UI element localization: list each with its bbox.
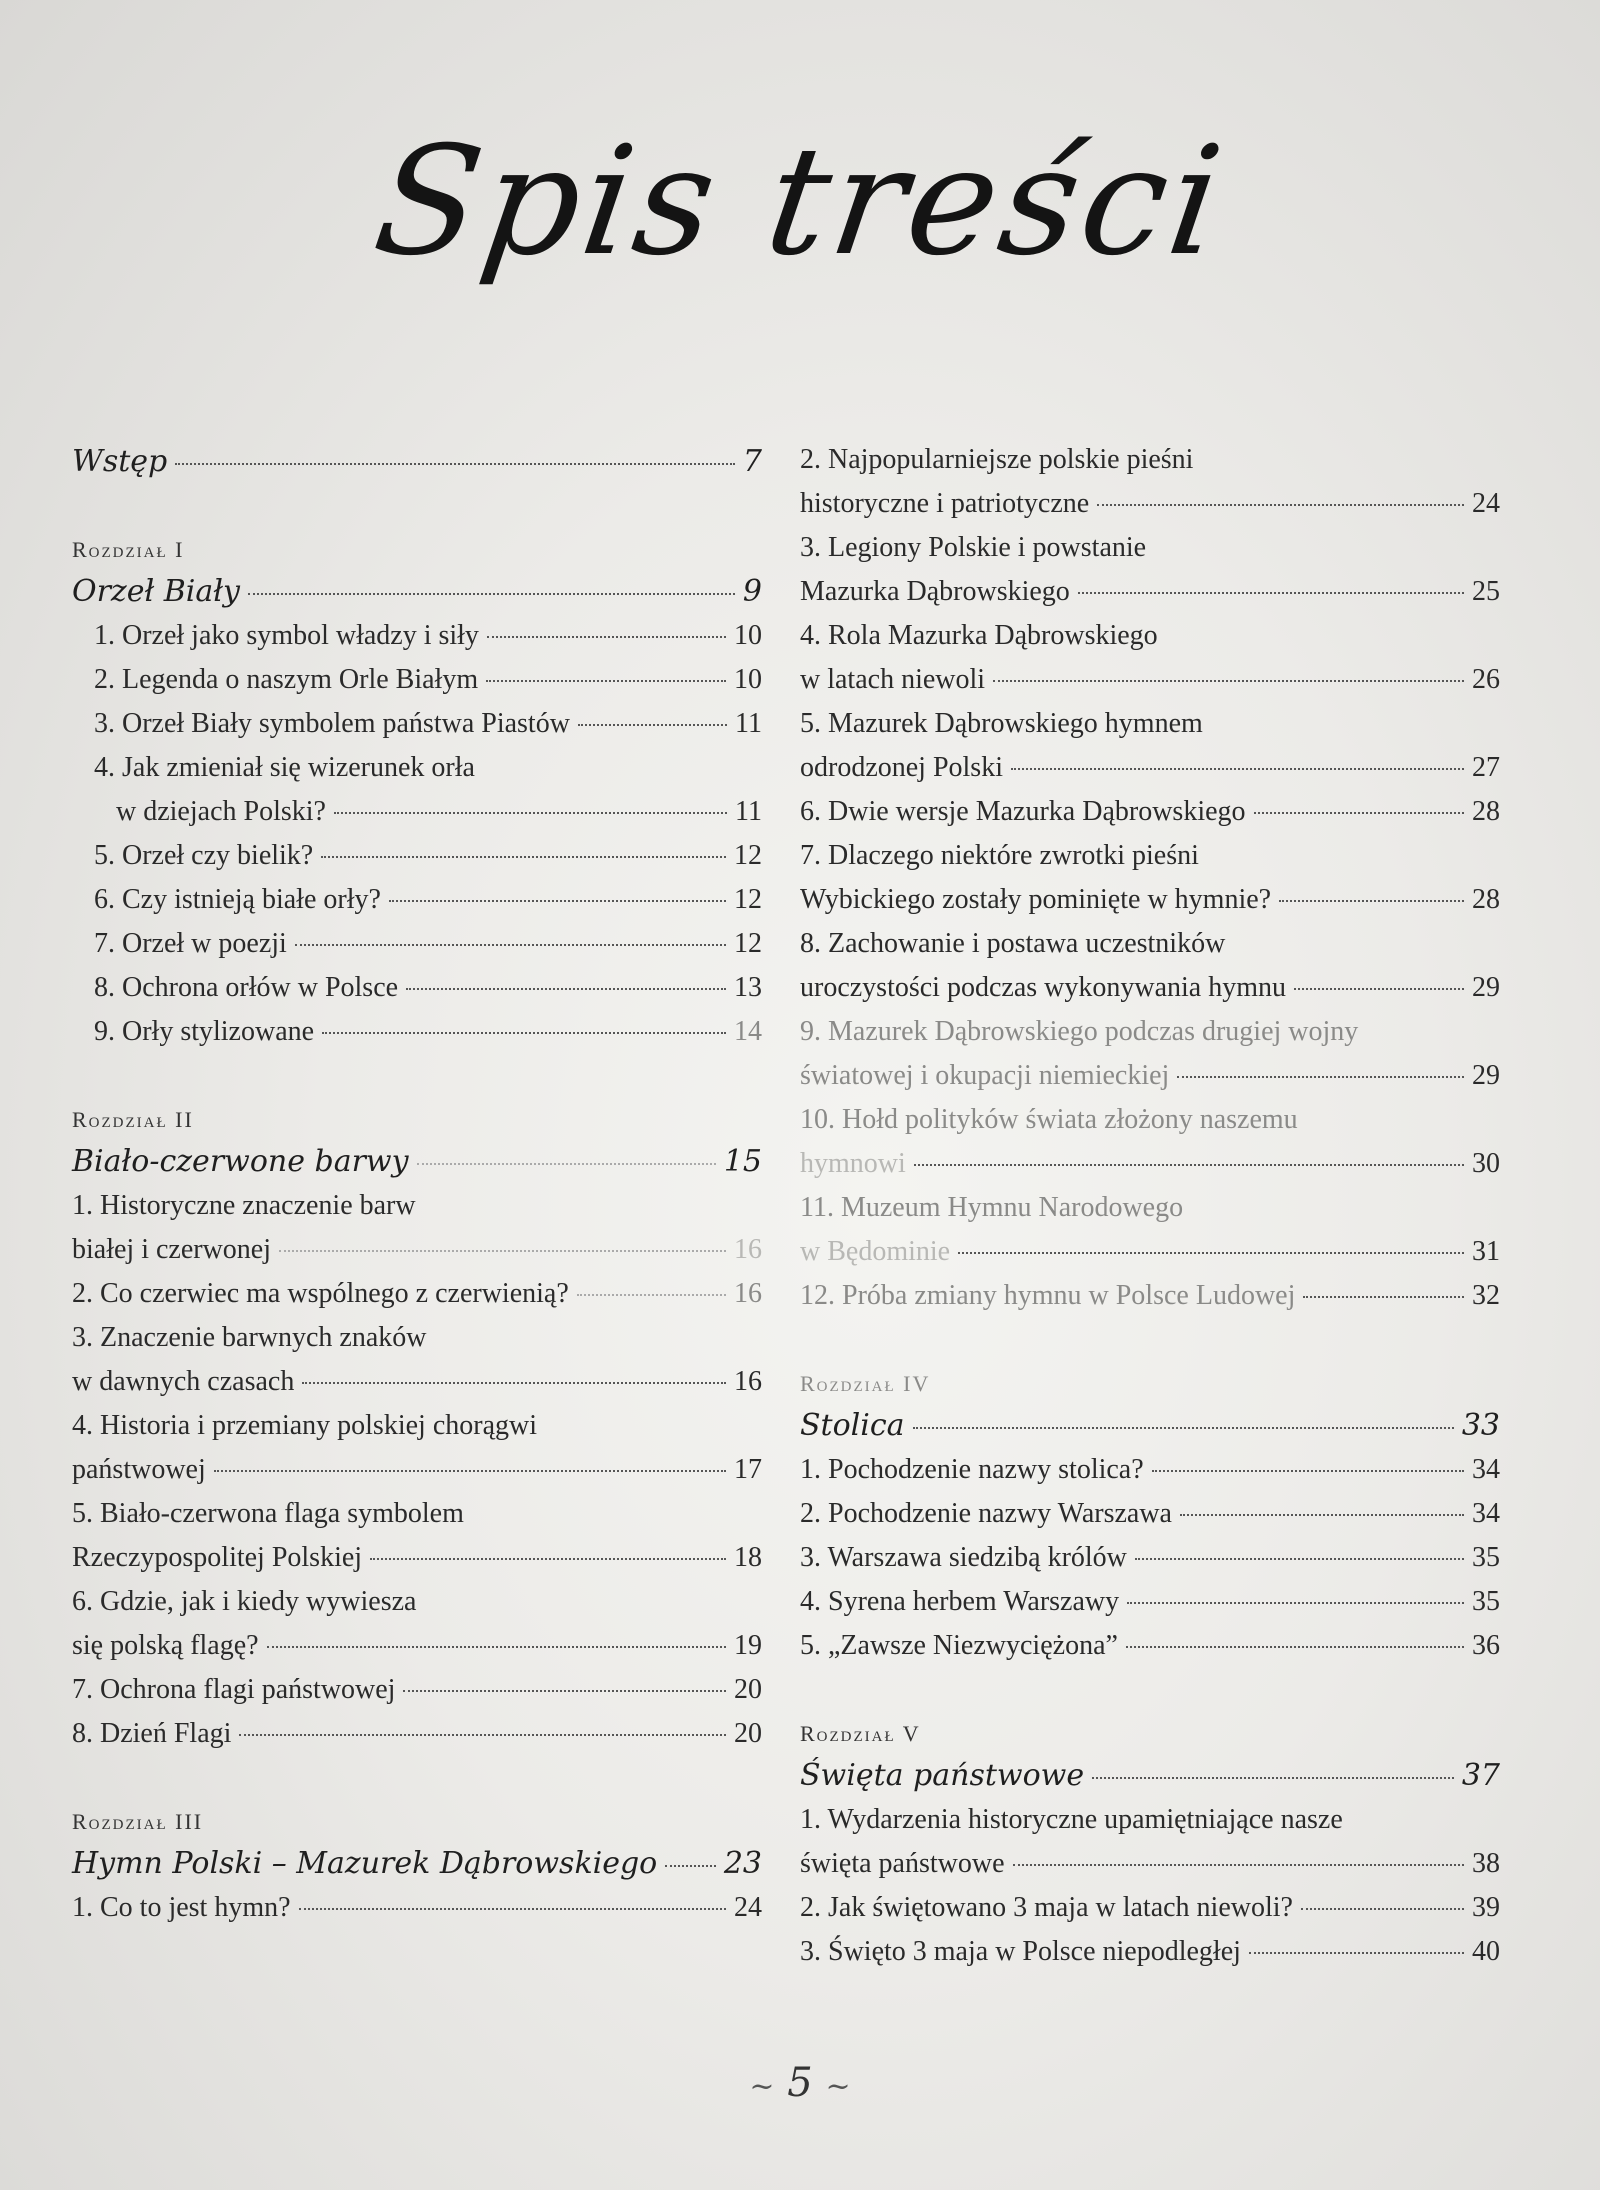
toc-page-number: 37 (1461, 1758, 1500, 1793)
dot-leader (417, 1163, 716, 1165)
toc-page-number: 35 (1472, 1542, 1500, 1573)
toc-page-number: 36 (1472, 1630, 1500, 1661)
toc-entry (94, 834, 762, 878)
toc-entry (94, 702, 762, 746)
toc-page-number: 28 (1472, 796, 1500, 827)
toc-page-number: 10 (734, 620, 762, 651)
dot-leader (1127, 1602, 1464, 1604)
toc-entry-title: 6. Dwie wersje Mazurka Dąbrowskiego (800, 796, 1246, 827)
toc-entry (800, 746, 1500, 790)
chapter-label: Rozdział III (72, 1809, 204, 1834)
toc-entry-title: 7. Ochrona flagi państwowej (72, 1674, 396, 1705)
toc-page-number: 17 (734, 1454, 762, 1485)
toc-entry-line1: 3. Legiony Polskie i powstanie (800, 532, 1147, 563)
toc-entry-title: 6. Czy istnieją białe orły? (94, 884, 381, 915)
dot-leader (334, 812, 727, 814)
toc-entry (72, 1448, 762, 1492)
dot-leader (958, 1252, 1464, 1254)
toc-entry (800, 482, 1500, 526)
toc-page-number: 11 (735, 796, 762, 827)
chapter-title-text: Święta państwowe (800, 1758, 1085, 1793)
toc-page-number: 14 (734, 1016, 762, 1047)
toc-page-number: 38 (1472, 1848, 1500, 1879)
dot-leader (914, 1164, 1464, 1166)
toc-entry-title: w dziejach Polski? (116, 796, 326, 827)
toc-entry-title: światowej i okupacji niemieckiej (800, 1060, 1170, 1091)
chapter-items (800, 438, 1500, 1318)
dot-leader (993, 680, 1464, 682)
toc-entry-line1: 7. Dlaczego niektóre zwrotki pieśni (800, 840, 1199, 871)
toc-entry-line1: 5. Mazurek Dąbrowskiego hymnem (800, 708, 1203, 739)
toc-entry-title: odrodzonej Polski (800, 752, 1003, 783)
toc-entry (800, 1886, 1500, 1930)
chapter-title-text: Stolica (800, 1408, 905, 1443)
toc-entry (800, 658, 1500, 702)
toc-page-number: 12 (734, 840, 762, 871)
dot-leader (1135, 1558, 1464, 1560)
toc-entry-title: 7. Orzeł w poezji (94, 928, 287, 959)
toc-page-number: 24 (734, 1892, 762, 1923)
toc-entry (72, 1272, 762, 1316)
dot-leader (370, 1558, 726, 1560)
toc-page-number: 39 (1472, 1892, 1500, 1923)
spacer (72, 1756, 762, 1802)
dot-leader (1294, 988, 1464, 990)
spacer (800, 1668, 1500, 1714)
dot-leader (665, 1865, 716, 1867)
toc-entry-title: 5. Orzeł czy bielik? (94, 840, 314, 871)
dot-leader (1177, 1076, 1464, 1078)
dot-leader (214, 1470, 726, 1472)
toc-entry (94, 1010, 762, 1054)
toc-entry-line1: 11. Muzeum Hymnu Narodowego (800, 1192, 1184, 1223)
toc-entry-title: hymnowi (800, 1148, 906, 1179)
dot-leader (248, 593, 735, 595)
dot-leader (406, 988, 726, 990)
toc-entry-title: 2. Co czerwiec ma wspólnego z czerwienią? (72, 1278, 569, 1309)
toc-page-number: 18 (734, 1542, 762, 1573)
chapter-title (800, 1404, 1500, 1448)
toc-page-number: 34 (1472, 1498, 1500, 1529)
dot-leader (1011, 768, 1464, 770)
toc-entry-title: 4. Syrena herbem Warszawy (800, 1586, 1120, 1617)
dot-leader (295, 944, 726, 946)
toc-entry-title: 1. Co to jest hymn? (72, 1892, 291, 1923)
dot-leader (577, 1294, 726, 1296)
toc-entry-title: 3. Orzeł Biały symbolem państwa Piastów (94, 708, 570, 739)
dot-leader (1301, 1908, 1464, 1910)
dot-leader (1013, 1864, 1464, 1866)
toc-page-number: 29 (1472, 972, 1500, 1003)
chapter-title-text: Biało-czerwone barwy (72, 1144, 409, 1179)
toc-page-number: 30 (1472, 1148, 1500, 1179)
toc-entry (72, 1536, 762, 1580)
dot-leader (486, 680, 726, 682)
dot-leader (302, 1382, 726, 1384)
chapter-title (72, 570, 762, 614)
toc-entry-title: w latach niewoli (800, 664, 986, 695)
toc-entry-title: 8. Ochrona orłów w Polsce (94, 972, 399, 1003)
dot-leader (389, 900, 726, 902)
ornament-right-icon: ~ (825, 2069, 851, 2104)
toc-page-number: 35 (1472, 1586, 1500, 1617)
page-footer (0, 2060, 1600, 2106)
toc-entry (72, 1712, 762, 1756)
toc-entry (800, 1448, 1500, 1492)
toc-page-number: 11 (735, 708, 762, 739)
toc-entry (800, 1492, 1500, 1536)
dot-leader (1097, 504, 1464, 506)
chapter-items (72, 614, 762, 1054)
toc-entry (800, 1536, 1500, 1580)
chapter-items (800, 1448, 1500, 1668)
dot-leader (1152, 1470, 1464, 1472)
toc-left-column (72, 440, 762, 1930)
dot-leader (1249, 1952, 1464, 1954)
toc-entry-line1: 4. Historia i przemiany polskiej chorągwi (72, 1410, 537, 1441)
toc-page-number: 25 (1472, 576, 1500, 607)
toc-entry-line1: 6. Gdzie, jak i kiedy wywiesza (72, 1586, 417, 1617)
toc-entry-title: 2. Legenda o naszym Orle Białym (94, 664, 479, 695)
dot-leader (267, 1646, 726, 1648)
chapter-label: Rozdział II (72, 1107, 194, 1132)
toc-page-number: 28 (1472, 884, 1500, 915)
toc-entry-line1: 3. Znaczenie barwnych znaków (72, 1322, 427, 1353)
dot-leader (239, 1734, 726, 1736)
dot-leader (279, 1250, 726, 1252)
toc-page-number: 16 (734, 1278, 762, 1309)
toc-page-number: 12 (734, 928, 762, 959)
toc-entry (800, 1230, 1500, 1274)
toc-entry (800, 1930, 1500, 1974)
toc-page-number: 19 (734, 1630, 762, 1661)
toc-page-number: 12 (734, 884, 762, 915)
chapter-label: Rozdział I (72, 537, 185, 562)
dot-leader (1279, 900, 1464, 902)
toc-entry-title: 5. „Zawsze Niezwyciężona” (800, 1630, 1118, 1661)
toc-entry (800, 1274, 1500, 1318)
toc-page-number: 10 (734, 664, 762, 695)
toc-entry-line1: 2. Najpopularniejsze polskie pieśni (800, 444, 1194, 475)
chapter-title-text: Orzeł Biały (72, 574, 240, 609)
dot-leader (299, 1908, 726, 1910)
chapter-items (72, 1184, 762, 1756)
toc-entry-title: uroczystości podczas wykonywania hymnu (800, 972, 1286, 1003)
toc-entry (94, 614, 762, 658)
toc-page-number: 33 (1461, 1408, 1500, 1443)
chapter-title (72, 1842, 762, 1886)
toc-page-number: 15 (723, 1144, 762, 1179)
dot-leader (1254, 812, 1464, 814)
toc-page-number: 27 (1472, 752, 1500, 783)
toc-entry (94, 966, 762, 1010)
toc-page-number: 26 (1472, 664, 1500, 695)
toc-entry (72, 1624, 762, 1668)
dot-leader (175, 463, 735, 465)
toc-page-number: 9 (742, 574, 762, 609)
toc-entry-title: Wybickiego zostały pominięte w hymnie? (800, 884, 1272, 915)
toc-entry-title: Rzeczypospolitej Polskiej (72, 1542, 363, 1573)
dot-leader (578, 724, 727, 726)
page-number: 5 (787, 2060, 813, 2106)
dot-leader (321, 856, 726, 858)
toc-entry (800, 1842, 1500, 1886)
toc-entry (800, 790, 1500, 834)
toc-entry (800, 1624, 1500, 1668)
toc-entry-title: 1. Orzeł jako symbol władzy i siły (94, 620, 479, 651)
toc-entry-title: białej i czerwonej (72, 1234, 272, 1265)
ornament-left-icon: ~ (749, 2069, 775, 2104)
toc-entry-line1: 9. Mazurek Dąbrowskiego podczas drugiej wojny (800, 1016, 1359, 1047)
toc-entry-title: w dawnych czasach (72, 1366, 295, 1397)
toc-entry-title: 1. Pochodzenie nazwy stolica? (800, 1454, 1144, 1485)
dot-leader (322, 1032, 726, 1034)
toc-entry-title: w Będominie (800, 1236, 951, 1267)
toc-page-number: 24 (1472, 488, 1500, 519)
toc-entry (800, 1142, 1500, 1186)
toc-entry-title: 2. Pochodzenie nazwy Warszawa (800, 1498, 1172, 1529)
toc-entry-title: 9. Orły stylizowane (94, 1016, 315, 1047)
dot-leader (1078, 592, 1464, 594)
toc-entry (800, 570, 1500, 614)
toc-entry-title: państwowej (72, 1454, 206, 1485)
toc-entry-title: historyczne i patriotyczne (800, 488, 1090, 519)
toc-entry (800, 1580, 1500, 1624)
toc-page-number: 16 (734, 1234, 762, 1265)
toc-entry-line1: 10. Hołd polityków świata złożony naszemu (800, 1104, 1298, 1135)
toc-entry-title: 8. Dzień Flagi (72, 1718, 232, 1749)
toc-entry (72, 1228, 762, 1272)
toc-entry-title: 3. Warszawa siedzibą królów (800, 1542, 1127, 1573)
toc-entry-title: 12. Próba zmiany hymnu w Polsce Ludowej (800, 1280, 1296, 1311)
toc-entry-line1: 4. Jak zmieniał się wizerunek orła (94, 752, 475, 783)
chapter-label: Rozdział V (800, 1721, 921, 1746)
toc-entry (94, 790, 762, 834)
toc-entry-title: święta państwowe (800, 1848, 1005, 1879)
chapter-title-text: Hymn Polski – Mazurek Dąbrowskiego (72, 1846, 658, 1881)
toc-entry-title: Wstęp (72, 444, 168, 479)
toc-page-number: 13 (734, 972, 762, 1003)
chapter-items (800, 1798, 1500, 1974)
toc-entry (94, 922, 762, 966)
dot-leader (1303, 1296, 1464, 1298)
toc-page-number: 16 (734, 1366, 762, 1397)
toc-entry (800, 878, 1500, 922)
toc-entry-line1: 5. Biało-czerwona flaga symbolem (72, 1498, 464, 1529)
chapter-label: Rozdział IV (800, 1371, 931, 1396)
dot-leader (487, 636, 726, 638)
spacer (800, 1318, 1500, 1364)
toc-page-number: 7 (742, 444, 762, 479)
toc-entry-title: 2. Jak świętowano 3 maja w latach niewoli? (800, 1892, 1293, 1923)
toc-page-number: 32 (1472, 1280, 1500, 1311)
toc-entry (94, 658, 762, 702)
toc-entry-title: 3. Święto 3 maja w Polsce niepodległej (800, 1936, 1241, 1967)
dot-leader (913, 1427, 1454, 1429)
dot-leader (1092, 1777, 1454, 1779)
dot-leader (1126, 1646, 1464, 1648)
toc-page-number: 23 (723, 1846, 762, 1881)
toc-entry (72, 1668, 762, 1712)
toc-entry (94, 878, 762, 922)
toc-entry (72, 1360, 762, 1404)
toc-entry-title: się polską flagę? (72, 1630, 259, 1661)
toc-right-column (800, 438, 1500, 1974)
toc-page-number: 40 (1472, 1936, 1500, 1967)
chapter-title (800, 1754, 1500, 1798)
toc-entry-title: Mazurka Dąbrowskiego (800, 576, 1070, 607)
toc-page-number: 20 (734, 1674, 762, 1705)
toc-page-number: 20 (734, 1718, 762, 1749)
toc-entry-intro (72, 440, 762, 484)
toc-page-number: 31 (1472, 1236, 1500, 1267)
toc-entry (72, 1886, 762, 1930)
toc-page-number: 29 (1472, 1060, 1500, 1091)
dot-leader (403, 1690, 726, 1692)
chapter-title (72, 1140, 762, 1184)
page-title: Spis treści (365, 115, 1235, 289)
dot-leader (1180, 1514, 1464, 1516)
toc-page-number: 34 (1472, 1454, 1500, 1485)
toc-entry (800, 1054, 1500, 1098)
toc-entry-line1: 1. Wydarzenia historyczne upamiętniające nasze (800, 1804, 1343, 1835)
toc-entry (800, 966, 1500, 1010)
toc-entry-line1: 8. Zachowanie i postawa uczestników (800, 928, 1226, 959)
toc-entry-line1: 1. Historyczne znaczenie barw (72, 1190, 416, 1221)
spacer (72, 1054, 762, 1100)
toc-entry-line1: 4. Rola Mazurka Dąbrowskiego (800, 620, 1158, 651)
